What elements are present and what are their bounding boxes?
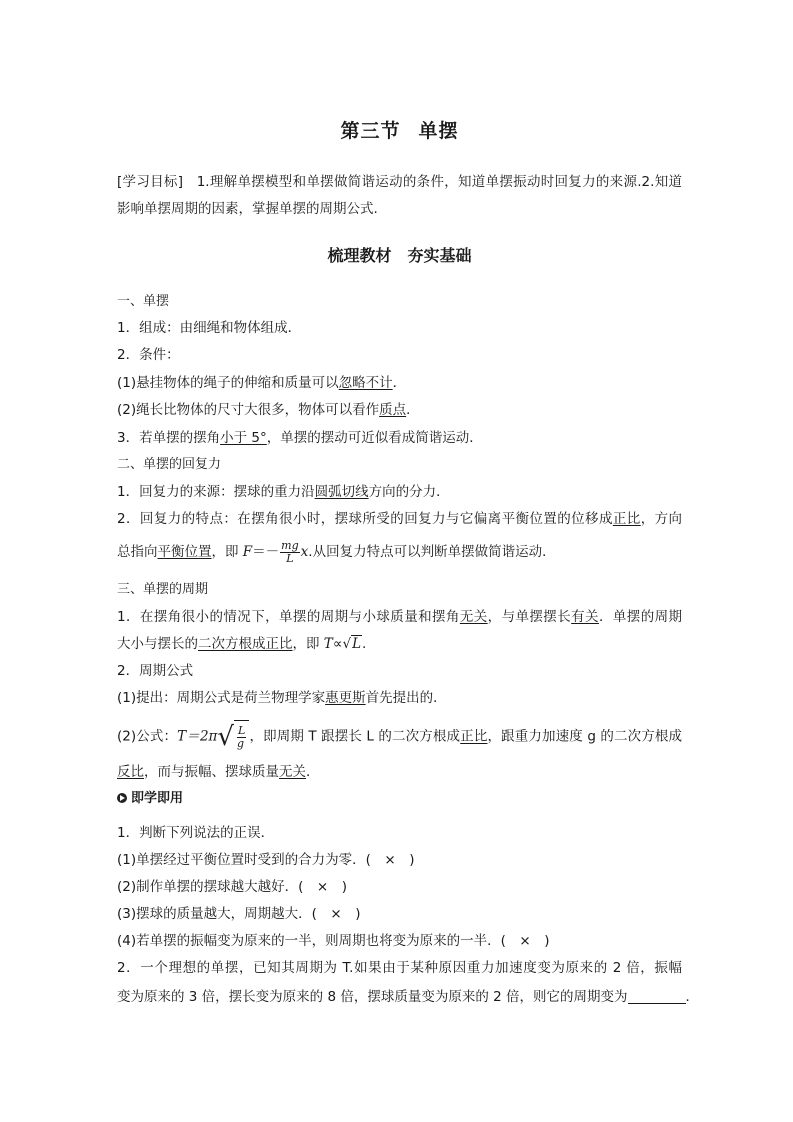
practice-q1-4: (4)若单摆的振幅变为原来的一半，则周期也将变为原来的一半．( × ) — [117, 933, 550, 949]
answer-underline: 忽略不计 — [338, 375, 393, 391]
answer-underline: 无关 — [459, 609, 488, 625]
answer-underline: 平衡位置 — [157, 544, 212, 560]
practice-q1-3: (3)摆球的质量越大，周期越大．( × ) — [117, 906, 361, 922]
answer-underline: 二次方根成正比 — [198, 636, 293, 652]
answer-underline: 惠更斯 — [325, 690, 366, 706]
period-formula-sqrt: √ $\frac{L}{g}$ — [217, 720, 249, 753]
s1-item3: 3．若单摆的摆角小于 5°，单摆的摆动可近似看成简谐运动． — [117, 430, 483, 446]
s2-title: 二、单摆的回复力 — [117, 457, 222, 472]
s3-point-2: (2)公式：T＝2π √ $\frac{L}{g}$ ，即周期 T 跟摆长 L 的二次方根成正比，跟重力加速度 g 的二次方根成 — [117, 721, 683, 752]
answer-underline: 有关 — [571, 609, 599, 625]
s3-point-2-cont: 反比，而与振幅、摆球质量无关． — [117, 764, 320, 780]
answer-underline: 圆弧切线 — [314, 484, 369, 500]
s1-condition-2: (2)绳长比物体的尺寸大很多，物体可以看作质点． — [117, 402, 420, 418]
s1-title: 一、单摆 — [117, 294, 170, 309]
objectives-line-2: 影响单摆周期的因素，掌握单摆的周期公式. — [117, 201, 378, 217]
answer-underline: 正比 — [612, 511, 641, 527]
answer-underline: 无关 — [279, 764, 306, 780]
practice-q1-2: (2)制作单摆的摆球越大越好．( × ) — [117, 879, 347, 895]
objectives-line-1: [学习目标] 1.理解单摆模型和单摆做简谐运动的条件，知道单摆振动时回复力的来源.2.知道 — [117, 174, 682, 190]
objectives-label: [学习目标] — [117, 174, 183, 190]
practice-q2-line1: 2．一个理想的单摆，已知其周期为 T.如果由于某种原因重力加速度变为原来的 2 倍，振幅 — [117, 960, 682, 976]
s3-item1: 1．在摆角很小的情况下，单摆的周期与小球质量和摆角无关，与单摆摆长有关．单摆的周期 — [117, 609, 683, 625]
s3-item2: 2．周期公式 — [117, 663, 194, 679]
answer-underline: 质点 — [379, 402, 407, 418]
s2-item1: 1．回复力的来源：摆球的重力沿圆弧切线方向的分力． — [117, 484, 450, 500]
s3-point-1: (1)提出：周期公式是荷兰物理学家惠更斯首先提出的． — [117, 690, 447, 706]
answer-blank — [628, 989, 686, 1004]
practice-q1-1: (1)单摆经过平衡位置时受到的合力为零．( × ) — [117, 852, 415, 868]
s2-item2: 2．回复力的特点：在摆角很小时，摆球所受的回复力与它偏离平衡位置的位移成正比，方向 — [117, 511, 683, 527]
practice-q1: 1．判断下列说法的正误． — [117, 825, 275, 841]
play-bullet-icon — [117, 793, 127, 803]
s2-item2-cont: 总指向平衡位置，即 F＝－ $\frac{mg}{L}$ x.从回复力特点可以判断单摆做简谐运动． — [117, 538, 556, 565]
answer-underline: 反比 — [117, 764, 144, 780]
s3-item1-cont: 大小与摆长的二次方根成正比，即 T∝√L. — [117, 636, 367, 652]
s3-title: 三、单摆的周期 — [117, 582, 209, 597]
heading: 梳理教材 夯实基础 — [327, 246, 472, 265]
answer-underline: 小于 5° — [220, 430, 267, 446]
answer-underline: 正比 — [460, 728, 488, 745]
sqrt-symbol: √L — [342, 636, 362, 652]
s1-item1: 1．组成：由细绳和物体组成． — [117, 320, 302, 336]
practice-title: 即学即用 — [117, 789, 682, 809]
s1-condition-1: (1)悬挂物体的绳子的伸缩和质量可以忽略不计． — [117, 375, 407, 391]
section-title: 第三节 单摆 — [340, 120, 459, 142]
s1-item2: 2．条件： — [117, 347, 180, 363]
restoring-force-fraction: $\frac{mg}{L}$ — [281, 538, 299, 565]
practice-q2-line2: 变为原来的 3 倍，摆长变为原来的 8 倍，摆球质量变为原来的 2 倍，则它的周期变为 ． — [117, 989, 700, 1005]
